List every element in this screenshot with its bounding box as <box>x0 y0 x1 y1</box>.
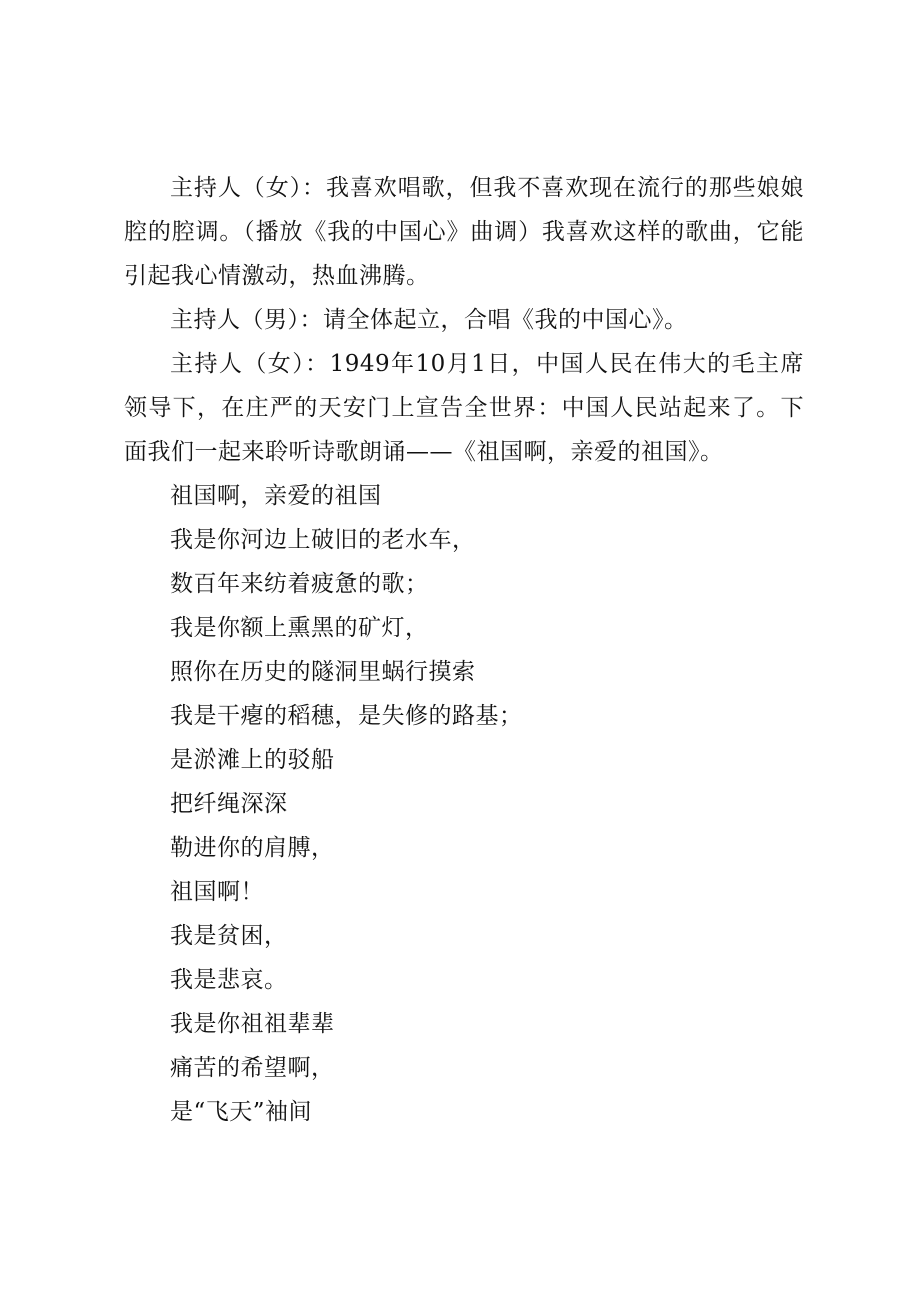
poem-line: 是淤滩上的驳船 <box>170 747 335 773</box>
poem-line: 我是贫困， <box>170 923 288 949</box>
paragraph-host-female-1: 主持人（女）：我喜欢唱歌，但我不喜欢现在流行的那些娘娘腔的腔调。（播放《我的中国心》曲调）我喜欢这样的歌曲，它能引起我心情激动，热血沸腾。 <box>124 175 804 289</box>
document-body <box>124 166 804 1134</box>
poem-line: 照你在历史的隧洞里蜗行摸索 <box>170 659 476 685</box>
poem-line: 祖国啊，亲爱的祖国 <box>170 483 382 509</box>
poem-line: 是“飞天”袖间 <box>170 1099 313 1125</box>
paragraph-host-male: 主持人（男）：请全体起立，合唱《我的中国心》。 <box>170 307 688 333</box>
poem-line: 数百年来纺着疲惫的歌； <box>170 571 429 597</box>
poem-line: 我是干瘪的稻穗，是失修的路基； <box>170 703 523 729</box>
poem-line: 祖国啊！ <box>170 879 264 905</box>
poem-line: 我是你祖祖辈辈 <box>170 1011 335 1037</box>
poem-line: 把纤绳深深 <box>170 791 288 817</box>
poem-line: 勒进你的肩膊， <box>170 835 335 861</box>
poem-line: 我是悲哀。 <box>170 967 288 993</box>
poem-line: 痛苦的希望啊， <box>170 1055 335 1081</box>
poem-line: 我是你河边上破旧的老水车， <box>170 527 476 553</box>
paragraph-host-female-2: 主持人（女）：1949年10月1日，中国人民在伟大的毛主席领导下，在庄严的天安门上宣告全世界：中国人民站起来了。下面我们一起来聆听诗歌朗诵——《祖国啊，亲爱的祖国》。 <box>124 351 804 465</box>
poem <box>124 474 804 1134</box>
poem-line: 我是你额上熏黑的矿灯， <box>170 615 429 641</box>
